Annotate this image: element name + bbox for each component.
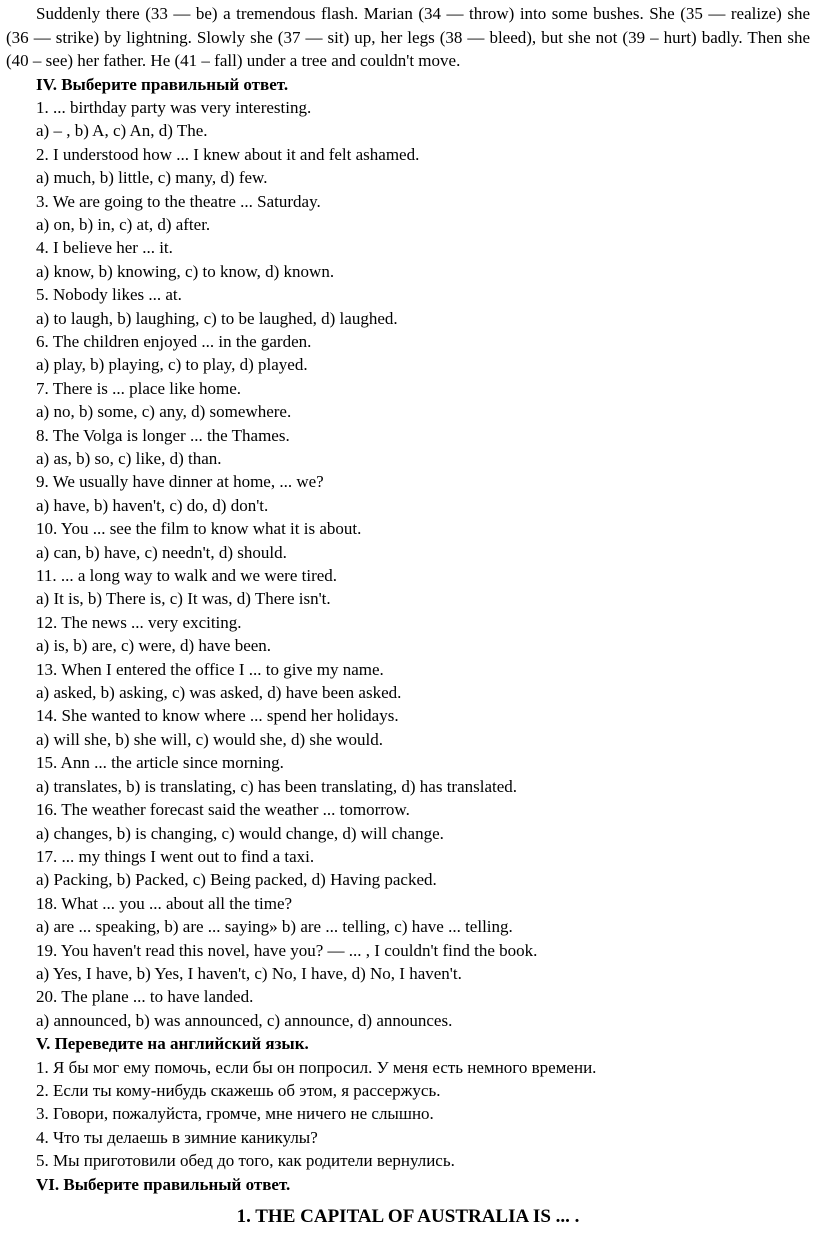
options-7: a) no, b) some, c) any, d) somewhere. <box>36 402 292 422</box>
question-2: 2. I understood how ... I knew about it and felt ashamed. <box>36 144 420 164</box>
question-6: 6. The children enjoyed ... in the garden. <box>36 331 312 351</box>
question-3: 3. We are going to the theatre ... Saturday. <box>36 191 321 211</box>
question-20: 20. The plane ... to have landed. <box>36 987 254 1007</box>
options-18: a) are ... speaking, b) are ... saying» b) are ... telling, c) have ... telling. <box>36 917 513 937</box>
options-12: a) is, b) are, c) were, d) have been. <box>36 636 272 656</box>
question-18: 18. What ... you ... about all the time? <box>36 893 293 913</box>
question-5: 5. Nobody likes ... at. <box>36 285 182 305</box>
intro-paragraph: Suddenly there (33 — be) a tremendous flash. Marian (34 — throw) into some bushes. She (35 — realize) she (36 — strike) by lightning. Slowly she (37 — sit) up, her legs (38 — bleed), but she not (39 – hurt) badly. Then she (40 – see) her father. He (41 – fall) under a tree and couldn't move. <box>6 4 810 70</box>
question-19: 19. You haven't read this novel, have you? — ... , I couldn't find the book. <box>36 940 538 960</box>
options-17: a) Packing, b) Packed, c) Being packed, d) Having packed. <box>36 870 437 890</box>
question-17: 17. ... my things I went out to find a taxi. <box>36 846 315 866</box>
final-question-title: 1. THE CAPITAL OF AUSTRALIA IS ... . <box>236 1206 580 1227</box>
translation-item-4: 4. Что ты делаешь в зимние каникулы? <box>36 1127 318 1147</box>
options-8: a) as, b) so, c) like, d) than. <box>36 449 222 468</box>
options-2: a) much, b) little, c) many, d) few. <box>36 168 268 188</box>
options-13: a) asked, b) asking, c) was asked, d) have been asked. <box>36 683 402 703</box>
question-4: 4. I believe her ... it. <box>36 238 173 258</box>
translation-item-1: 1. Я бы мог ему помочь, если бы он попросил. У меня есть немного времени. <box>36 1057 597 1077</box>
options-16: a) changes, b) is changing, c) would change, d) will change. <box>36 823 444 843</box>
section-iv-list <box>6 96 810 1032</box>
options-14: a) will she, b) she will, c) would she, d) she would. <box>36 729 384 749</box>
question-7: 7. There is ... place like home. <box>36 378 242 398</box>
question-10: 10. You ... see the film to know what it is about. <box>36 519 362 539</box>
question-13: 13. When I entered the office I ... to give my name. <box>36 659 384 679</box>
options-6: a) play, b) playing, c) to play, d) played. <box>36 355 308 375</box>
options-3: a) on, b) in, c) at, d) after. <box>36 214 211 234</box>
options-15: a) translates, b) is translating, c) has been translating, d) has translated. <box>36 776 518 796</box>
question-1: 1. ... birthday party was very interesting. <box>36 97 312 117</box>
options-4: a) know, b) knowing, c) to know, d) known. <box>36 261 335 281</box>
options-5: a) to laugh, b) laughing, c) to be laughed, d) laughed. <box>36 308 398 328</box>
question-14: 14. She wanted to know where ... spend her holidays. <box>36 706 399 726</box>
options-1: a) – , b) A, c) An, d) The. <box>36 121 208 141</box>
translation-item-3: 3. Говори, пожалуйста, громче, мне ничего не слышно. <box>36 1104 434 1124</box>
section-v-heading: V. Переведите на английский язык. <box>36 1034 309 1054</box>
question-9: 9. We usually have dinner at home, ... we? <box>36 472 324 492</box>
question-11: 11. ... a long way to walk and we were tired. <box>36 566 338 586</box>
question-16: 16. The weather forecast said the weather ... tomorrow. <box>36 800 410 820</box>
question-8: 8. The Volga is longer ... the Thames. <box>36 425 290 445</box>
question-15: 15. Ann ... the article since morning. <box>36 753 284 773</box>
options-20: a) announced, b) was announced, c) announce, d) announces. <box>36 1010 453 1030</box>
question-12: 12. The news ... very exciting. <box>36 612 242 632</box>
options-11: a) It is, b) There is, c) It was, d) There isn't. <box>36 589 331 609</box>
translation-item-5: 5. Мы приготовили обед до того, как родители вернулись. <box>36 1151 455 1171</box>
options-10: a) can, b) have, c) needn't, d) should. <box>36 542 287 562</box>
section-iv-heading: IV. Выберите правильный ответ. <box>36 74 289 94</box>
options-9: a) have, b) haven't, c) do, d) don't. <box>36 495 269 515</box>
section-v-list <box>6 1056 810 1173</box>
section-vi-heading: VI. Выберите правильный ответ. <box>36 1174 291 1194</box>
translation-item-2: 2. Если ты кому-нибудь скажешь об этом, я рассержусь. <box>36 1080 441 1100</box>
options-19: a) Yes, I have, b) Yes, I haven't, c) No, I have, d) No, I haven't. <box>36 963 462 983</box>
